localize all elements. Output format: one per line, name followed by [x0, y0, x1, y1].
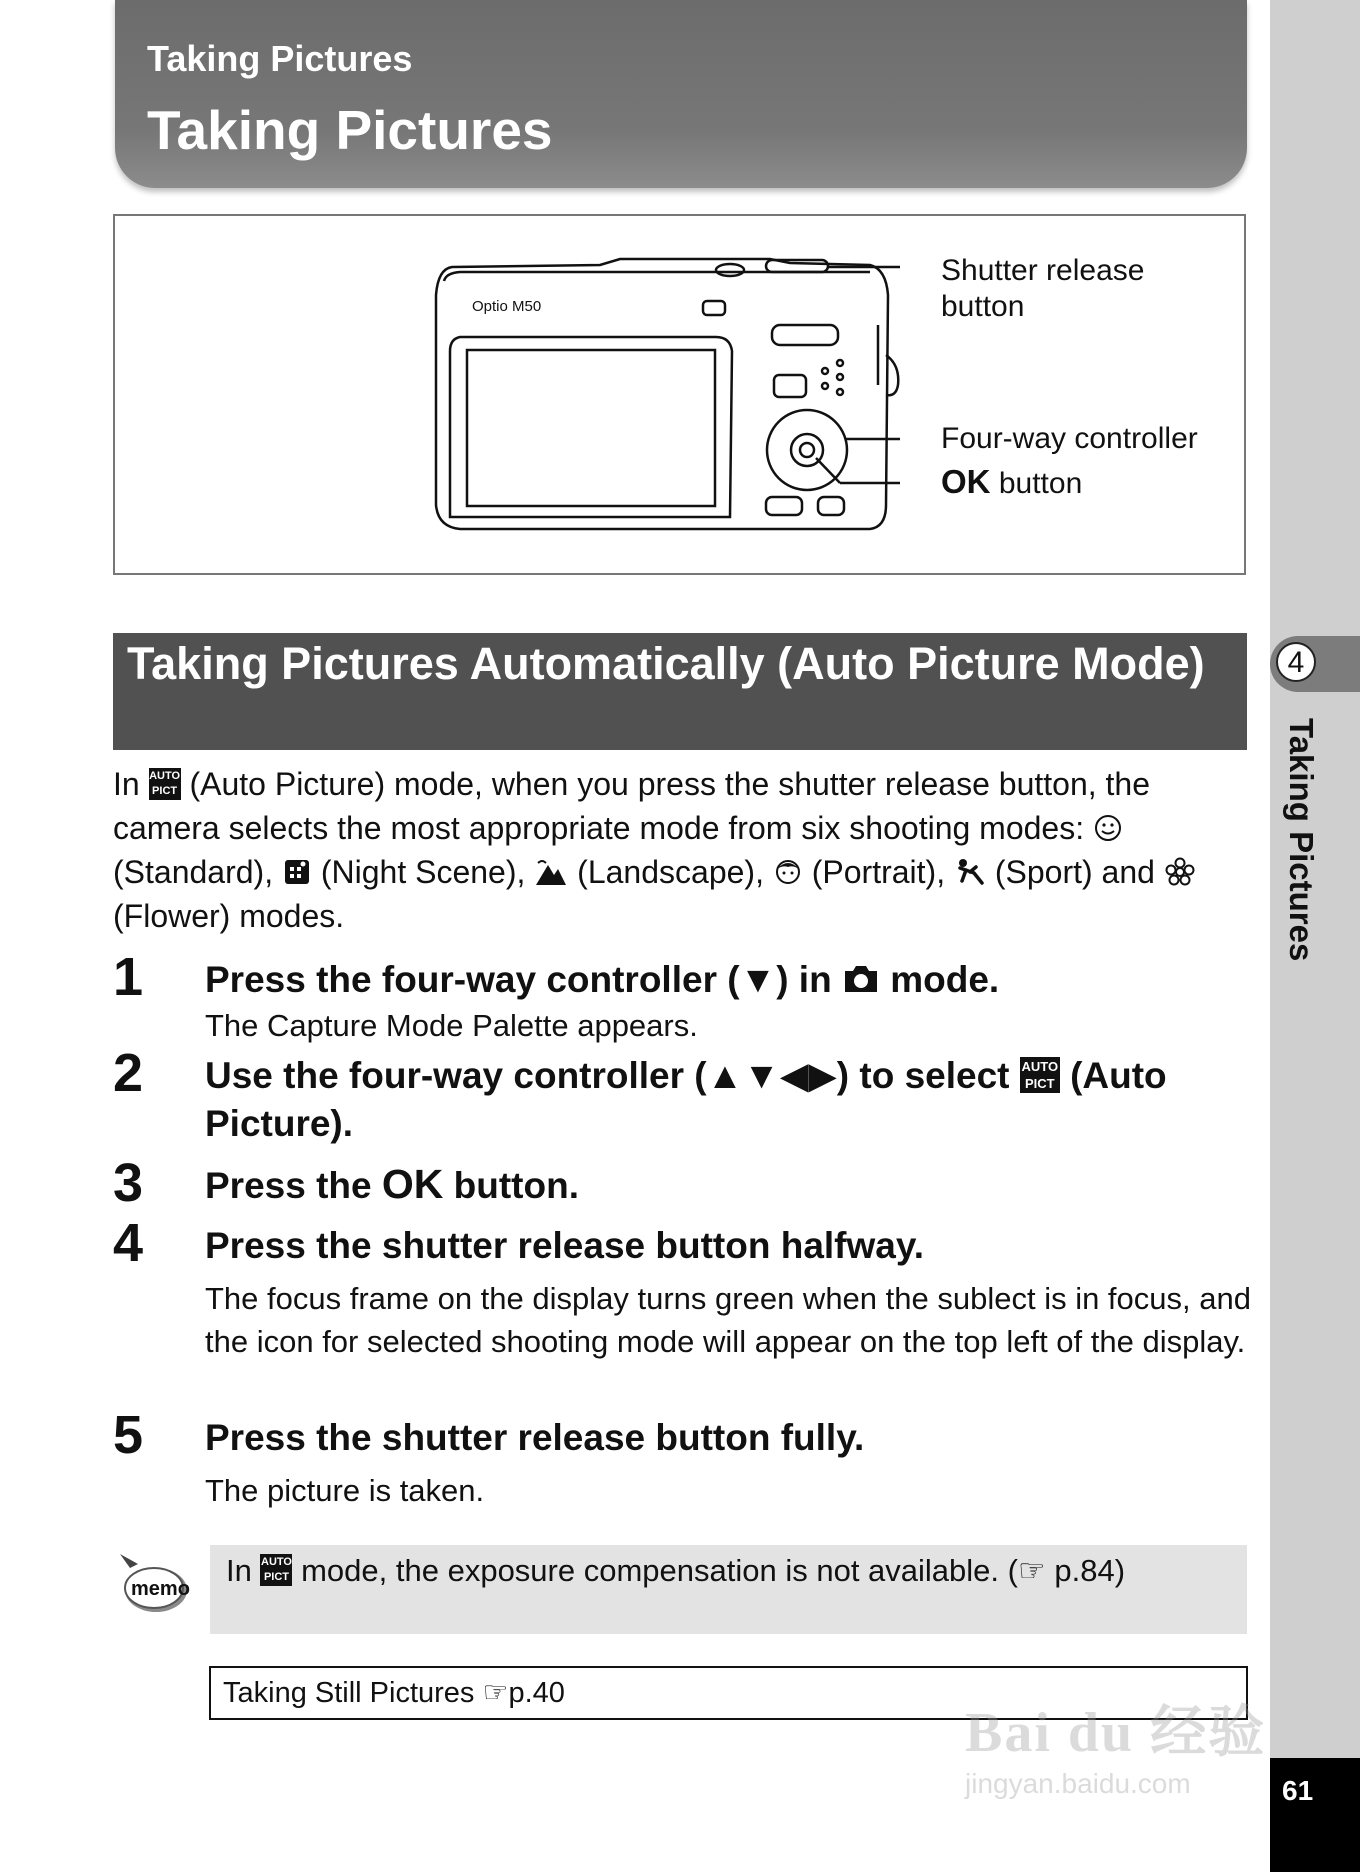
section-title: Taking Pictures Automatically (Auto Picture Mode): [127, 638, 1205, 689]
auto-pict-line2: PICT: [1024, 1076, 1055, 1092]
step-1-title-end: mode.: [890, 959, 1000, 1000]
intro-text-5: (Landscape),: [577, 854, 764, 890]
intro-text-4: (Night Scene),: [320, 854, 526, 890]
step-2-title: [205, 1052, 1245, 1148]
intro-text-8: (Flower) modes.: [113, 898, 345, 934]
step-3-number: 3: [113, 1153, 144, 1213]
watermark-url: jingyan.baidu.com: [965, 1768, 1191, 1799]
shutter-callout-line2: button: [941, 290, 1025, 323]
step-1-description: The Capture Mode Palette appears.: [205, 1008, 698, 1043]
step-1-title: [205, 956, 1245, 1004]
flower-icon: [1164, 857, 1196, 887]
step-1-title-text: Press the four-way controller (▼) in: [205, 959, 832, 1000]
intro-text-6: (Portrait),: [811, 854, 946, 890]
auto-pict-line1: AUTO: [149, 769, 181, 782]
intro-text-2: (Auto Picture) mode, when you press the shutter release button, the camera selects the most appropriate mode from six shooting modes:: [113, 766, 1150, 846]
page-header: [115, 0, 1247, 188]
intro-text-1: In: [113, 766, 140, 802]
night-scene-icon: [282, 857, 312, 887]
auto-picture-icon-memo: [260, 1554, 292, 1586]
step-2-title-text: Use the four-way controller (▲▼◀▶) to select: [205, 1055, 1010, 1096]
sport-icon: [954, 857, 986, 887]
step-3-title-text: Press the: [205, 1165, 372, 1206]
chapter-heading: Taking Pictures: [147, 38, 413, 79]
step-5-number: 5: [113, 1405, 144, 1465]
landscape-icon: [534, 857, 568, 887]
standard-mode-icon: [1093, 813, 1123, 843]
ok-callout-rest: button: [998, 467, 1083, 500]
reference-link[interactable]: Taking Still Pictures ☞p.40: [223, 1677, 565, 1709]
memo-text-1: In: [226, 1553, 252, 1588]
shutter-callout-line1: Shutter release: [941, 254, 1145, 287]
chapter-side-label: Taking Pictures: [1283, 718, 1320, 962]
baidu-watermark: [965, 1688, 1266, 1800]
auto-picture-icon: [149, 768, 181, 800]
step-4-description: The focus frame on the display turns green when the sublect is in focus, and the icon for selected shooting mode will appear on the top left of the display.: [205, 1281, 1251, 1359]
portrait-icon: [773, 857, 803, 887]
intro-paragraph: [113, 762, 1248, 938]
four-way-callout: Four-way controller: [941, 422, 1198, 455]
step-5-title: Press the shutter release button fully.: [205, 1417, 865, 1458]
auto-pict-line2: PICT: [152, 784, 178, 797]
step-4-title: Press the shutter release button halfway.: [205, 1225, 924, 1266]
step-3-title-end: button.: [453, 1165, 579, 1206]
memo-text-2: mode, the exposure compensation is not available. (☞ p.84): [301, 1553, 1126, 1588]
intro-text-3: (Standard),: [113, 854, 274, 890]
memo-label: memo: [131, 1578, 190, 1600]
intro-text-7: (Sport) and: [994, 854, 1155, 890]
ok-callout-word: OK: [941, 463, 991, 500]
step-2-number: 2: [113, 1043, 144, 1103]
step-1-number: 1: [113, 947, 144, 1007]
camera-mode-icon: [842, 963, 880, 995]
auto-pict-line1: AUTO: [261, 1555, 292, 1568]
page-title: Taking Pictures: [147, 99, 553, 161]
camera-model-label: Optio M50: [472, 298, 542, 315]
memo-box: [210, 1545, 1247, 1634]
step-5-description: The picture is taken.: [205, 1473, 485, 1508]
shutter-callout: [941, 253, 1144, 325]
auto-picture-icon-step2: [1020, 1057, 1060, 1093]
auto-pict-line2: PICT: [263, 1570, 290, 1583]
step-2-title-end: (Auto Picture).: [205, 1055, 1167, 1144]
camera-back-illustration: [430, 255, 900, 540]
memo-icon: [114, 1550, 190, 1616]
auto-pict-line1: AUTO: [1021, 1059, 1059, 1075]
watermark-brand: Bai du 经验: [965, 1702, 1267, 1764]
section-banner: [113, 633, 1247, 750]
ok-button-word: OK: [381, 1161, 444, 1207]
step-4-number: 4: [113, 1213, 144, 1273]
memo-text: [226, 1553, 1125, 1589]
step-3-title: [205, 1160, 1245, 1210]
ok-callout: [941, 464, 1082, 502]
chapter-number: 4: [1276, 642, 1316, 682]
page-number: 61: [1282, 1775, 1314, 1806]
